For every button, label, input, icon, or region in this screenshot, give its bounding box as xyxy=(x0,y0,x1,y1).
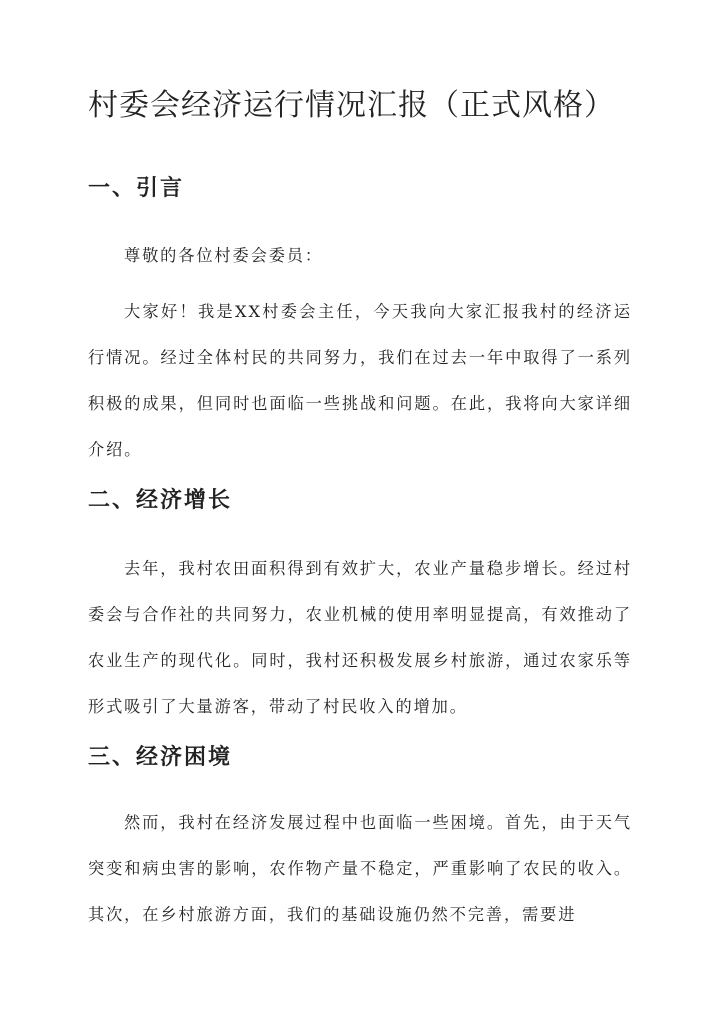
intro-paragraph: 大家好！我是XX村委会主任，今天我向大家汇报我村的经济运行情况。经过全体村民的共同努力，我们在过去一年中取得了一系列积极的成果，但同时也面临一些挑战和问题。在此，我将向大家详细介绍。 xyxy=(88,302,632,459)
section-heading-economic-growth: 二、经济增长 xyxy=(88,487,233,513)
salutation-paragraph: 尊敬的各位村委会委员： xyxy=(124,246,323,265)
section-heading-introduction: 一、引言 xyxy=(88,175,185,201)
section-heading-economic-difficulties: 三、经济困境 xyxy=(88,744,233,770)
growth-paragraph: 去年，我村农田面积得到有效扩大，农业产量稳步增长。经过村委会与合作社的共同努力，农业机械的使用率明显提高，有效推动了农业生产的现代化。同时，我村还积极发展乡村旅游，通过农家乐等形式吸引了大量游客，带动了村民收入的增加。 xyxy=(88,559,632,716)
difficulties-paragraph: 然而，我村在经济发展过程中也面临一些困境。首先，由于天气突变和病虫害的影响，农作物产量不稳定，严重影响了农民的收入。其次，在乡村旅游方面，我们的基础设施仍然不完善，需要进 xyxy=(88,813,632,924)
document-title: 村委会经济运行情况汇报（正式风格） xyxy=(88,88,615,123)
